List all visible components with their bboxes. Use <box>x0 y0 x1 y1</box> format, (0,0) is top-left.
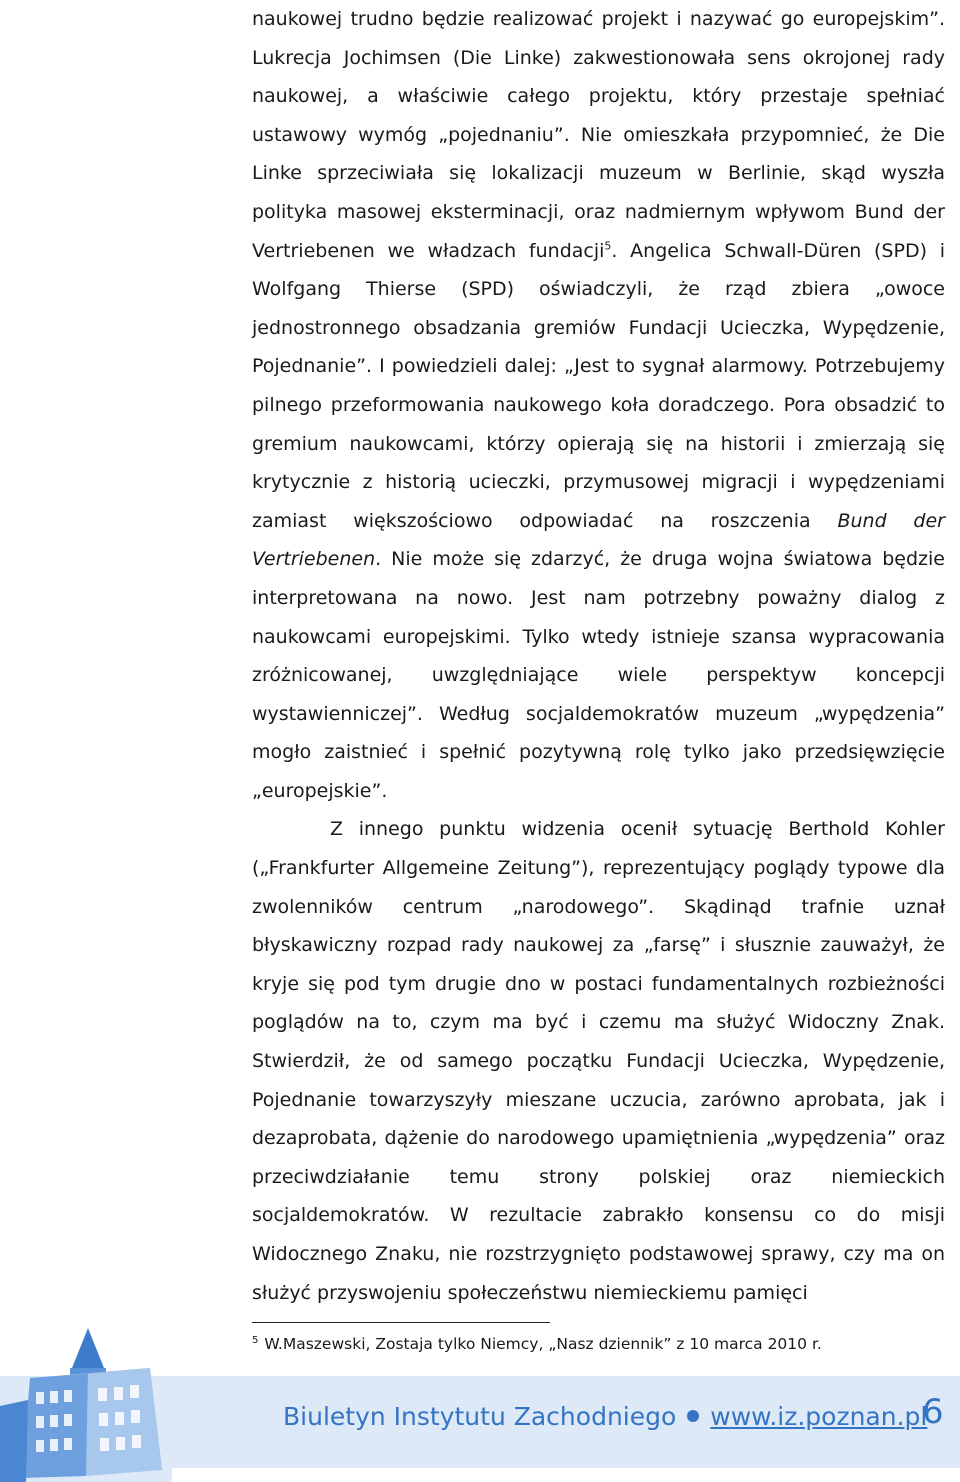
paragraph-text: . Nie może się zdarzyć, że druga wojna światowa będzie interpretowana na nowo. Jest nam potrzebny poważny dialog z naukowcami europejskimi. Tylko wtedy istnieje szansa wypracowania zróżnicowanej, uwzględniające wiele perspektyw koncepcji wystawienniczej”. Według socjaldemokratów muzeum „wypędzenia” mogło zaistnieć i spełnić pozytywną rolę tylko jako przedsięwzięcie „europejskie”. <box>252 548 945 802</box>
page-number: 6 <box>922 1392 944 1432</box>
footnote <box>252 1333 945 1355</box>
publication-title: Biuletyn Instytutu Zachodniego <box>283 1402 677 1431</box>
website-link[interactable]: www.iz.poznan.pl <box>710 1402 928 1431</box>
paragraph: Z innego punktu widzenia ocenił sytuację Berthold Kohler („Frankfurter Allgemeine Zeitung”), reprezentujący poglądy typowe dla zwolenników centrum „narodowego”. Skądinąd trafnie uznał błyskawiczny rozpad rady naukowej za „farsę” i słusznie zauważył, że kryje się pod tym drugie dno w postaci fundamentalnych rozbieżności poglądów na to, czym ma być i czemu ma służyć Widoczny Znak. Stwierdził, że od samego początku Fundacji Ucieczka, Wypędzenie, Pojednanie towarzyszyły mieszane uczucia, zarówno aprobata, jak i dezaprobata, dążenie do narodowego upamiętnienia „wypędzenia” oraz przeciwdziałanie temu strony polskiej oraz niemieckich socjaldemokratów. W rezultacie zabrakło konsensu co do misji Widocznego Znaku, nie rozstrzygnięto podstawowej sprawy, czy ma on służyć przyswojeniu społeczeństwu niemieckiemu pamięci <box>252 818 945 1304</box>
italic-phrase: Bund der Vertriebenen <box>252 509 945 571</box>
bullet-separator <box>687 1410 699 1422</box>
article-body <box>252 0 945 1312</box>
paragraph <box>252 0 945 810</box>
footnote-number: 5 <box>252 1334 259 1346</box>
paragraph-text: naukowej trudno będzie realizować projekt i nazywać go europejskim”. Lukrecja Jochimsen (Die Linke) zakwestionowała sens okrojonej rady naukowej, a właściwie całego projektu, który przestaje spełniać ustawowy wymóg „pojednaniu”. Nie omieszkała przypomnieć, że Die Linke sprzeciwiała się lokalizacji muzeum w Berlinie, skąd wyszła polityka masowej eksterminacji, oraz nadmiernym wpływom Bund der Vertriebenen we władzach fundacji <box>252 8 945 262</box>
footnote-divider <box>252 1322 550 1323</box>
footer-title-line <box>283 1402 927 1431</box>
institute-building-logo <box>0 1322 172 1482</box>
paragraph-text: . Angelica Schwall-Düren (SPD) i Wolfgang Thierse (SPD) oświadczyli, że rząd zbiera „owoce jednostronnego obsadzania gremiów Fundacji Ucieczka, Wypędzenie, Pojednanie”. I powiedzieli dalej: „Jest to sygnał alarmowy. Potrzebujemy pilnego przeformowania naukowego koła doradczego. Pora obsadzić to gremium naukowcami, którzy opierają się na historii i zmierzają się krytycznie z historią ucieczki, przymusowej migracji i wypędzeniami zamiast większościowo odpowiadać na roszczenia <box>252 239 945 532</box>
footnote-text: W.Maszewski, Zostaja tylko Niemcy, „Nasz dziennik” z 10 marca 2010 r. <box>264 1335 822 1353</box>
footnote-reference[interactable]: 5 <box>604 239 612 253</box>
